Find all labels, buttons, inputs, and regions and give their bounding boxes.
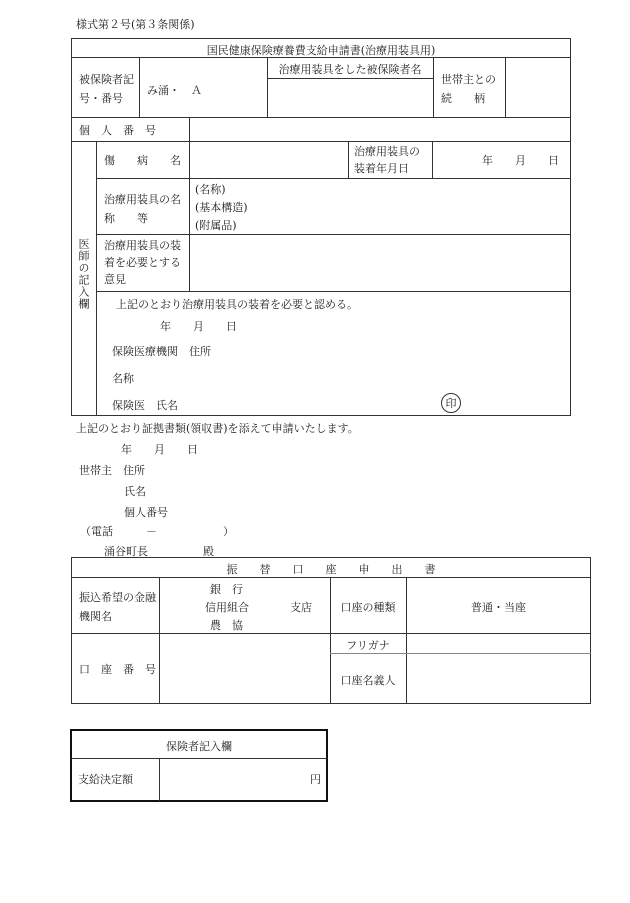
personal-number-label: 個 人 番 号 (79, 124, 156, 137)
insured-number-value: み涌・ Ａ (147, 84, 202, 97)
form-number: 様式第２号(第３条関係) (76, 18, 195, 31)
insured-number-label: 被保険者記号・番号 (79, 73, 134, 105)
application-date: 年 月 日 (121, 443, 198, 456)
bank-type-agri-coop: 農 協 (210, 619, 243, 632)
need-opinion-label: 治療用装具の装着を必要とする意見 (104, 239, 181, 286)
certify-text: 上記のとおり治療用装具の装着を必要と認める。 (116, 298, 358, 311)
amount-label: 支給決定額 (78, 773, 133, 786)
injury-name-label: 傷 病 名 (104, 154, 181, 167)
bank-title: 振 替 口 座 申 出 書 (226, 563, 436, 576)
household-relation-label: 世帯主との続 柄 (441, 73, 496, 105)
phone: （電話 － ） (80, 525, 234, 538)
doctor-section-label: 医師の記入欄 (77, 238, 90, 310)
wearer-name-label: 治療用装具をした被保険者名 (278, 63, 422, 76)
device-accessory-sub: (附属品) (195, 219, 237, 232)
currency-unit: 円 (310, 773, 321, 786)
institution-label: 振込希望の金融機関名 (79, 591, 156, 623)
wear-date-value: 年 月 日 (482, 154, 559, 167)
wear-date-label: 治療用装具の装着年月日 (354, 145, 420, 175)
head-personal-number: 個人番号 (124, 506, 168, 519)
head-name: 氏名 (124, 485, 146, 498)
mayor-addressee: 涌谷町長 殿 (104, 545, 214, 558)
furigana-label: フリガナ (346, 639, 390, 652)
application-statement: 上記のとおり証拠書類(領収書)を添えて申請いたします。 (76, 422, 359, 435)
institution-name: 名称 (112, 372, 134, 385)
doctor-name: 保険医 氏名 (112, 399, 178, 412)
account-number-label: 口 座 番 号 (79, 663, 156, 676)
branch-label: 支店 (290, 601, 312, 614)
device-name-label: 治療用装具の名 称 等 (104, 193, 203, 225)
account-holder-label: 口座名義人 (340, 674, 396, 687)
bank-type-bank: 銀 行 (210, 583, 243, 596)
certify-date: 年 月 日 (160, 320, 237, 333)
device-name-sub: (名称) (195, 183, 226, 196)
bank-type-credit-union: 信用組合 (205, 601, 249, 614)
institution-address: 保険医療機関 住所 (112, 345, 211, 358)
account-type-value: 普通・当座 (471, 601, 526, 614)
insurer-title: 保険者記入欄 (166, 740, 232, 753)
account-type-label: 口座の種類 (340, 601, 396, 614)
form-title: 国民健康保険療養費支給申請書(治療用装具用) (206, 44, 436, 57)
head-address: 世帯主 住所 (79, 464, 145, 477)
seal-mark: 印 (441, 393, 461, 413)
device-structure-sub: (基本構造) (195, 201, 248, 214)
